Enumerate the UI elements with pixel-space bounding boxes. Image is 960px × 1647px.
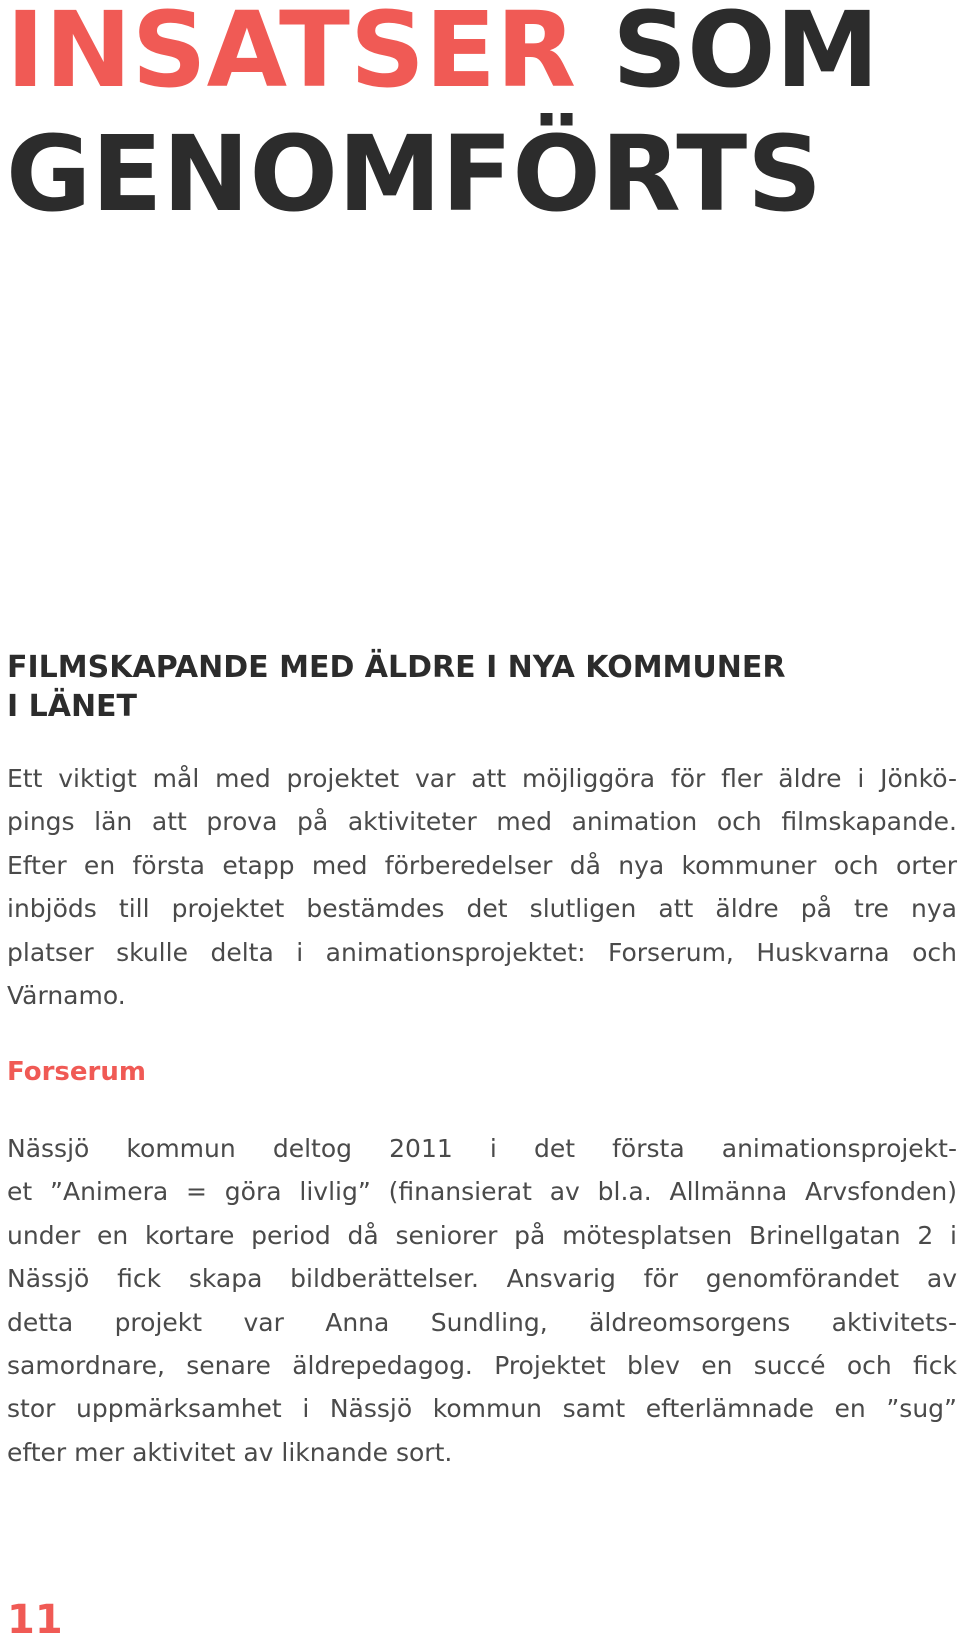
- title-accent-word: INSATSER: [6, 0, 577, 111]
- paragraph-line: Värnamo.: [7, 981, 126, 1011]
- section-heading: [7, 648, 907, 726]
- title-rest-word: SOM: [612, 0, 880, 111]
- paragraph-line: Ett viktigt mål med projektet var att möjliggöra för fler äldre i Jönkö-: [7, 764, 957, 793]
- intro-paragraph: [7, 757, 957, 1017]
- section-heading-line: FILMSKAPANDE MED ÄLDRE I NYA KOMMUNER: [7, 650, 786, 685]
- paragraph-line: Nässjö fick skapa bildberättelser. Ansvarig för genomförandet av: [7, 1264, 957, 1294]
- paragraph-line: platser skulle delta i animationsprojektet: Forserum, Huskvarna och: [7, 937, 957, 967]
- paragraph-line: under en kortare period då seniorer på mötesplatsen Brinellgatan 2 i: [7, 1220, 957, 1250]
- paragraph-line: et ”Animera = göra livlig” (finansierat av bl.a. Allmänna Arvsfonden): [7, 1177, 957, 1207]
- page-title: [6, 0, 956, 236]
- section-heading-line: I LÄNET: [7, 689, 138, 724]
- subheading-forserum: Forserum: [7, 1057, 146, 1087]
- paragraph-line: efter mer aktivitet av liknande sort.: [7, 1437, 453, 1467]
- body-paragraph: [7, 1127, 957, 1474]
- title-line-1: [6, 0, 956, 112]
- paragraph-line: samordnare, senare äldrepedagog. Projektet blev en succé och fick: [7, 1351, 957, 1381]
- paragraph-line: detta projekt var Anna Sundling, äldreomsorgens aktivitets-: [7, 1307, 957, 1337]
- paragraph-line: Efter en första etapp med förberedelser då nya kommuner och orter: [7, 850, 957, 880]
- paragraph-line: pings län att prova på aktiviteter med animation och filmskapande.: [7, 807, 957, 837]
- page-number: 11: [7, 1597, 63, 1643]
- paragraph-line: stor uppmärksamhet i Nässjö kommun samt efterlämnade en ”sug”: [7, 1394, 957, 1424]
- paragraph-line: inbjöds till projektet bestämdes det slutligen att äldre på tre nya: [7, 894, 957, 924]
- title-line-2: GENOMFÖRTS: [6, 113, 823, 235]
- paragraph-line: Nässjö kommun deltog 2011 i det första animationsprojekt-: [7, 1134, 957, 1163]
